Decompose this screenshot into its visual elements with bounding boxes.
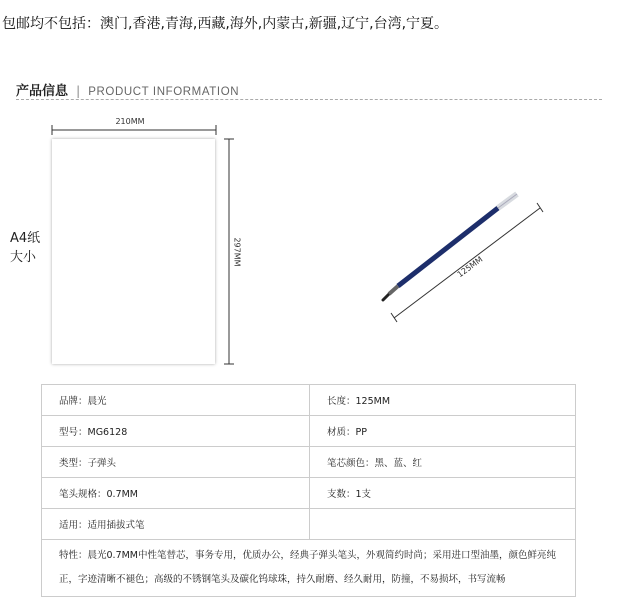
- spec-tip-size: 笔头规格：0.7MM: [42, 478, 310, 509]
- height-label: 297MM: [232, 237, 242, 267]
- table-row-features: [42, 540, 576, 597]
- spec-length: 长度：125MM: [310, 385, 576, 416]
- spec-brand: 品牌：晨光: [42, 385, 310, 416]
- spec-quantity: 支数：1支: [310, 478, 576, 509]
- table-row: [42, 447, 576, 478]
- spec-model: 型号：MG6128: [42, 416, 310, 447]
- spec-ink-colors: 笔芯颜色：黑、蓝、红: [310, 447, 576, 478]
- pen-ink-tube: [398, 208, 498, 286]
- spec-empty: [310, 509, 576, 540]
- width-label: 210MM: [115, 117, 145, 126]
- spec-compatibility: 适用：适用插拔式笔: [42, 509, 310, 540]
- section-title-cn: 产品信息: [16, 84, 69, 99]
- table-row: [42, 478, 576, 509]
- spec-features: [42, 540, 576, 597]
- section-title-en: PRODUCT INFORMATION: [88, 86, 240, 98]
- a4-label-line1: A4纸: [10, 231, 41, 246]
- pen-length-label: 125MM: [455, 254, 485, 280]
- table-row: [42, 509, 576, 540]
- section-separator: |: [76, 84, 81, 98]
- shipping-note: 包邮均不包括：澳门,香港,青海,西藏,海外,内蒙古,新疆,辽宁,台湾,宁夏。: [2, 16, 449, 32]
- spec-type: 类型：子弹头: [42, 447, 310, 478]
- a4-label-line2: 大小: [10, 250, 37, 265]
- features-line2: 正，字迹清晰不褪色；高级的不锈钢笔头及碳化钨球珠，持久耐磨、经久耐用，防撞，不易损坏，书写流畅: [59, 574, 506, 585]
- spec-material: 材质：PP: [310, 416, 576, 447]
- spec-table: [41, 384, 576, 597]
- table-row: [42, 416, 576, 447]
- features-line1: 特性：晨光0.7MM中性笔替芯，事务专用，优质办公，经典子弹头笔头，外观简约时尚；采用进口型油墨，颜色鲜亮纯: [59, 550, 557, 561]
- pen-refill-image: [383, 194, 517, 300]
- table-row: [42, 385, 576, 416]
